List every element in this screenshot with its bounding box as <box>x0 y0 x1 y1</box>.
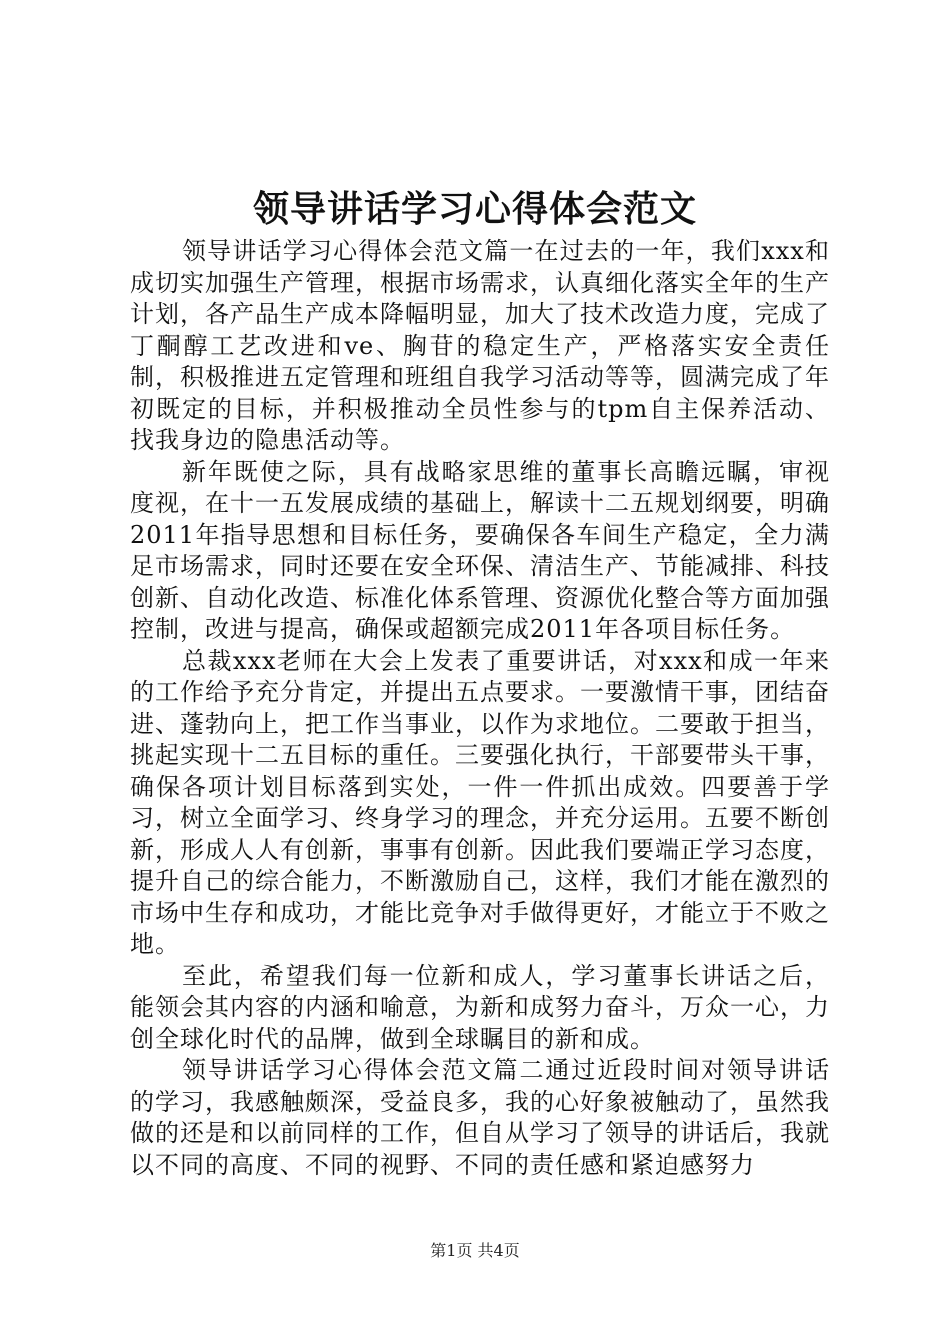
page-footer: 第1页 共4页 <box>430 1241 520 1260</box>
paragraph: 领导讲话学习心得体会范文篇二通过近段时间对领导讲话的学习，我感触颇深，受益良多，我的心好象被触动了，虽然我做的还是和以前同样的工作，但自从学习了领导的讲话后，我就以不同的高度、不同的视野、不同的责任感和紧迫感努力 <box>130 1056 830 1179</box>
paragraph: 总裁xxx老师在大会上发表了重要讲话，对xxx和成一年来的工作给予充分肯定，并提出五点要求。一要激情干事，团结奋进、蓬勃向上，把工作当事业，以作为求地位。二要敢于担当，挑起实现十二五目标的重任。三要强化执行，干部要带头干事，确保各项计划目标落到实处，一件一件抓出成效。四要善于学习，树立全面学习、终身学习的理念，并充分运用。五要不断创新，形成人人有创新，事事有创新。因此我们要端正学习态度，提升自己的综合能力，不断激励自己，这样，我们才能在激烈的市场中生存和成功，才能比竞争对手做得更好，才能立于不败之地。 <box>130 646 830 958</box>
paragraph: 新年既使之际，具有战略家思维的董事长高瞻远瞩，审视度视，在十一五发展成绩的基础上，解读十二五规划纲要，明确2011年指导思想和目标任务，要确保各车间生产稳定，全力满足市场需求，同时还要在安全环保、清洁生产、节能减排、科技创新、自动化改造、标准化体系管理、资源优化整合等方面加强控制，改进与提高，确保或超额完成2011年各项目标任务。 <box>130 457 830 643</box>
document-title: 领导讲话学习心得体会范文 <box>252 188 697 230</box>
paragraph: 领导讲话学习心得体会范文篇一在过去的一年，我们xxx和成切实加强生产管理，根据市场需求，认真细化落实全年的生产计划，各产品生产成本降幅明显，加大了技术改造力度，完成了丁酮醇工艺改进和ve、胸苷的稳定生产，严格落实安全责任制，积极推进五定管理和班组自我学习活动等等，圆满完成了年初既定的目标，并积极推动全员性参与的tpm自主保养活动、找我身边的隐患活动等。 <box>130 237 830 454</box>
document-body <box>130 236 830 1181</box>
paragraph: 至此，希望我们每一位新和成人，学习董事长讲话之后，能领会其内容的内涵和喻意，为新和成努力奋斗，万众一心，力创全球化时代的品牌，做到全球瞩目的新和成。 <box>130 961 830 1053</box>
